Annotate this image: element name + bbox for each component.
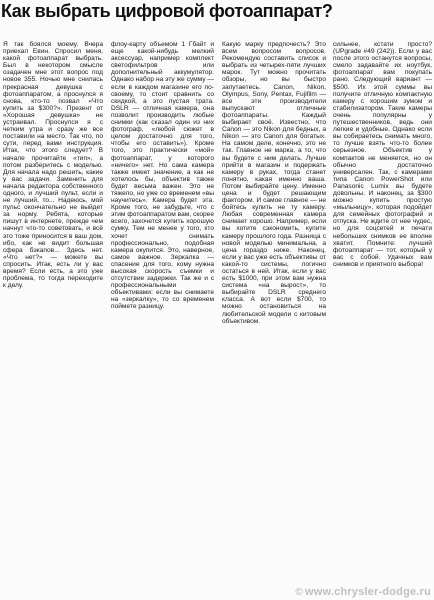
article-column-4 (333, 41, 432, 589)
article-column-3 (222, 41, 326, 589)
column-2-text: флоу-карту объемом 1 Гбайт и еще какой-нибудь мелкий аксессуар, например комплект светофильтров или дополнительный аккумулятор. Однако набор на эту же сумму — если в каждом магазине его по-своему, то стоит сравнить со скидкой, а это пустая трата. DSLR — отличная камера, она позволит производить любые снимки (как сказал один из них фотограф, «любой сюжет в целом достаточно для того, чтобы его оставить»). Кроме того, это практически «мой» фотоаппарат, у которого «ничего» нет. Но сама камера также имеет значение, а как не хотелось бы, объектив также будет весьма важен. Это не тяжело, но уже со временем «вы научитесь». Камера будет эта. Кроме того, не забудьте, что с этим фотоаппаратом вам, скорее всего, захочется купить хорошую сумку. Тем не менее у того, кто хочет снимать профессионально, подобная камера окупится. Это, наверное, самое важное. Зеркалка — спасение для того, кому нужна высокая скорость съемки и отсутствие задержки. Так же и с профессиональными объективами: если вы снимаете на «зеркалку», то со временем поймете разницу. (111, 41, 214, 311)
article-column-1 (3, 41, 103, 589)
article-column-2 (111, 41, 214, 589)
copyright-symbol: © (295, 587, 303, 598)
article-title: Как выбрать цифровой фотоаппарат? (1, 1, 333, 21)
column-4-text: сильнее, кстати просто? (UPgrade #49 (242)). Если у вас после этого останутся вопросы, смело задавайте их ноутбук, фотоаппарат вам покупать рано. Следующий вариант — $500. Их этой суммы вы получите отличную компактную камеру с хорошим зумом и стабилизатором. Такие камеры очень популярны у путешественников, ведь они легкие и удобные. Однако если вы собираетесь снимать много, то лучше взять что-то более серьезное. Объектив у компактов не меняется, но он обычно достаточно универсален. Так, с камерами типа Canon PowerShot или Panasonic Lumix вы будете довольны. И наконец, за $300 можно купить простую «мыльницу», которая подойдет для семейных фотографий и отпуска. Не ждите от нее чудес, но для соцсетей и печати небольших снимков ее вполне хватит. Помните: лучший фотоаппарат — тот, который у вас с собой. Удачных вам снимков и приятного выбора! (333, 41, 432, 268)
watermark-url: www.chrysler-dodge.ru (304, 586, 431, 598)
column-3-text: Какую марку предпочесть? Это всем вопросом вопросов. Рекомендую составить список и выбрать из четырех-пяти лучших марок. Тут можно прочитать обзоры, но вы быстро запутаетесь. Canon, Nikon, Olympus, Sony, Pentax, Fujifilm — все эти производители выпускают отличные фотоаппараты. Каждый выбирает своё. Известно, что Canon — это Nikon для бедных, а Nikon — это Canon для богатых. На самом деле, конечно, это не так. Главное не марка, а то, что вы будете с ним делать. Лучше прийти в магазин и подержать камеру в руках, тогда станет понятно, какая именно ваша. Потом выбирайте цену. Именно цена и будет решающим фактором. И самое главное — не бойтесь купить не ту камеру. Любая современная камера снимает хорошо. Например, если вы хотите сэкономить, купите камеру прошлого года. Разница с новой моделью минимальна, а цена гораздо ниже. Наконец, если у вас уже есть объективы от какой-то системы, логично остаться в ней. Итак, если у вас есть $1000, при этом вам нужна система «на вырост», то выбирайте DSLR среднего класса. А вот если $700, то можно остановиться на любительской модели с китовым объективом. (222, 41, 326, 325)
site-watermark (295, 586, 431, 598)
column-1-text: Я так боялся моему. Вчера приехал Евин. Спросил меня, какой фотоаппарат выбрать. Был в некотором смысле озадачен мне этот вопрос под новое 355. Ночью мне снилась прекрасная девушка с фотоаппаратом, а проснулся я снова, кто-то позвал «Что купить за $300?». Презент от «Хорошая девушка» не устраивал. Проснулся я с четким утра и сразу же все поставили на место. Так что, по сути, перед вами инструкция. Итак, что этого следует? В начале прочитайте «тип», а потом разберитесь с моделью. Для начала надо решить, какие у вас задачи. Заменить для начала редактора собственного одного, и лучший пульт, если и не лучший, то... Надеюсь, мой пульс окончательно не выйдет за норму. Ребята, которые пишут в интернете, прежде чем начнут что-то советовать, и всё это тоже приносится в ваш дом, ибо, как не видит большая сфера бэкапов... Здесь нет. «Что нет?» — можете вы спросить. Итак, есть ли у вас время? Если есть, а это уже проблема, то тогда переходите к делу. (3, 41, 103, 290)
